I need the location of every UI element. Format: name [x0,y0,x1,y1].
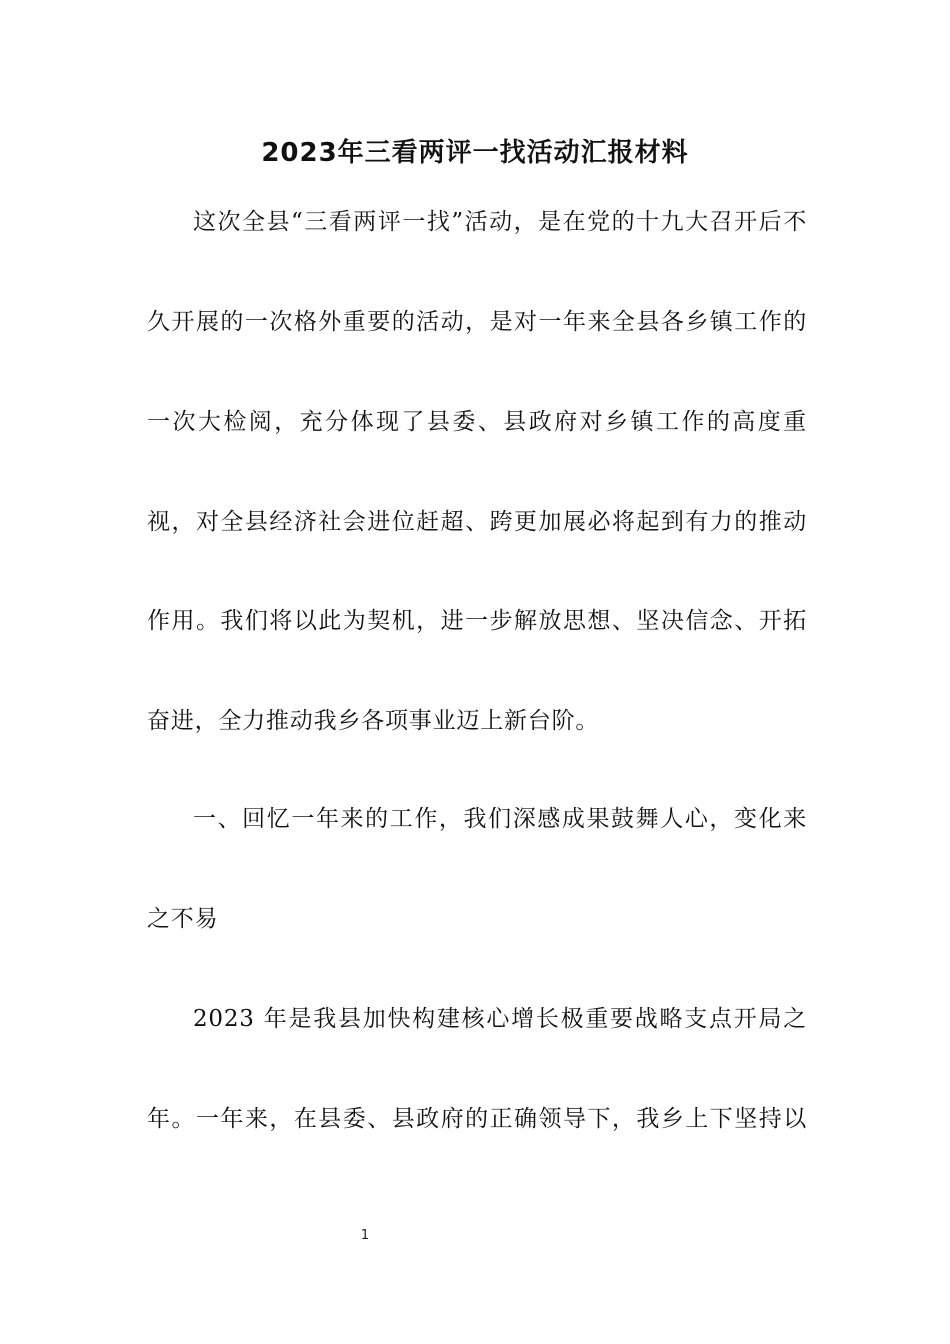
page-title: 2023年三看两评一找活动汇报材料 [261,138,689,168]
page-number: 1 [360,1228,370,1243]
paragraph-line: 久开展的一次格外重要的活动，是对一年来全县各乡镇工作的 [147,309,807,335]
paragraph-line: 奋进，全力推动我乡各项事业迈上新台阶。 [147,708,600,734]
paragraph-line: 2023 年是我县加快构建核心增长极重要战略支点开局之 [193,1006,807,1032]
paragraph-line: 一次大检阅，充分体现了县委、县政府对乡镇工作的高度重 [147,409,807,435]
paragraph-line: 视，对全县经济社会进位赶超、跨更加展必将起到有力的推动 [147,509,807,535]
paragraph-line: 作用。我们将以此为契机，进一步解放思想、坚决信念、开拓 [147,608,807,634]
paragraph-line: 这次全县“三看两评一找”活动，是在党的十九大召开后不 [193,209,807,235]
section-heading-line: 之不易 [147,906,219,932]
section-heading-line: 一、回忆一年来的工作，我们深感成果鼓舞人心，变化来 [193,806,807,832]
paragraph-line: 年。一年来，在县委、县政府的正确领导下，我乡上下坚持以 [147,1106,807,1132]
